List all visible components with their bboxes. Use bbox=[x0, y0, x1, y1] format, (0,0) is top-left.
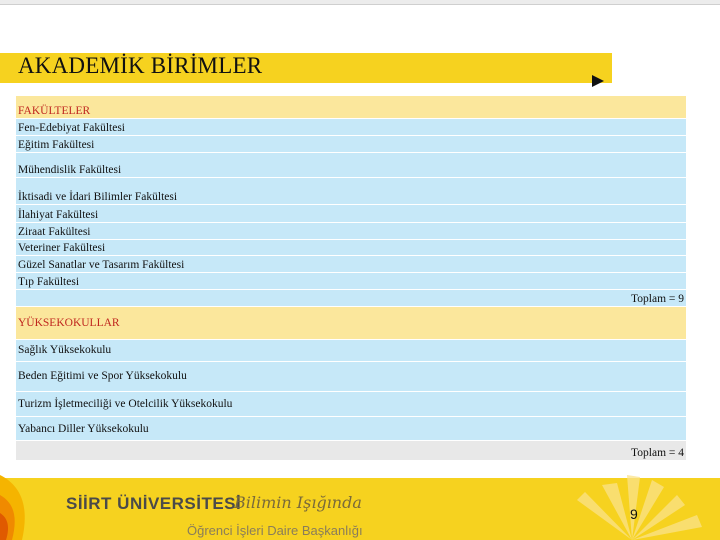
table-row bbox=[16, 256, 686, 273]
page-number: 9 bbox=[630, 506, 638, 522]
page-title: AKADEMİK BİRİMLER bbox=[18, 53, 263, 78]
flame-logo-icon bbox=[0, 455, 50, 540]
department-name: Öğrenci İşleri Daire Başkanlığı bbox=[187, 523, 363, 538]
total-label: Toplam = 4 bbox=[631, 447, 684, 459]
row-label: Eğitim Fakültesi bbox=[18, 139, 95, 151]
row-label: Mühendislik Fakültesi bbox=[18, 164, 122, 176]
table-row bbox=[16, 178, 686, 205]
row-label: Sağlık Yüksekokulu bbox=[18, 344, 112, 356]
table-row bbox=[16, 223, 686, 240]
table-row bbox=[16, 205, 686, 223]
row-label: Ziraat Fakültesi bbox=[18, 226, 91, 238]
arrow-right-icon bbox=[592, 75, 604, 87]
top-border bbox=[0, 0, 720, 5]
table-row bbox=[16, 136, 686, 153]
university-name: SİİRT ÜNİVERSİTESİ bbox=[66, 494, 242, 513]
table-row bbox=[16, 392, 686, 417]
row-label: Veteriner Fakültesi bbox=[18, 242, 106, 254]
row-label: Güzel Sanatlar ve Tasarım Fakültesi bbox=[18, 259, 185, 271]
row-label: Yabancı Diller Yüksekokulu bbox=[18, 423, 149, 435]
table-row bbox=[16, 417, 686, 441]
row-label: İlahiyat Fakültesi bbox=[18, 209, 99, 221]
table-row bbox=[16, 153, 686, 178]
row-label: Tıp Fakültesi bbox=[18, 276, 80, 288]
section-header-label: FAKÜLTELER bbox=[18, 105, 91, 117]
row-label: Beden Eğitimi ve Spor Yüksekokulu bbox=[18, 370, 187, 382]
sunburst-decoration bbox=[452, 455, 720, 540]
section-header-colleges bbox=[16, 307, 686, 340]
table-row bbox=[16, 240, 686, 256]
total-label: Toplam = 9 bbox=[631, 293, 684, 305]
table-row bbox=[16, 340, 686, 362]
table-row bbox=[16, 362, 686, 392]
table-row bbox=[16, 273, 686, 290]
section-header-faculties bbox=[16, 96, 686, 119]
table-row bbox=[16, 119, 686, 136]
university-motto: Bilimin Işığında bbox=[234, 493, 362, 512]
row-label: Turizm İşletmeciliği ve Otelcilik Yüksekokulu bbox=[18, 398, 233, 410]
row-label: Fen-Edebiyat Fakültesi bbox=[18, 122, 125, 134]
row-label: İktisadi ve İdari Bilimler Fakültesi bbox=[18, 191, 178, 203]
section-header-label: YÜKSEKOKULLAR bbox=[18, 317, 120, 329]
total-row bbox=[16, 290, 686, 307]
